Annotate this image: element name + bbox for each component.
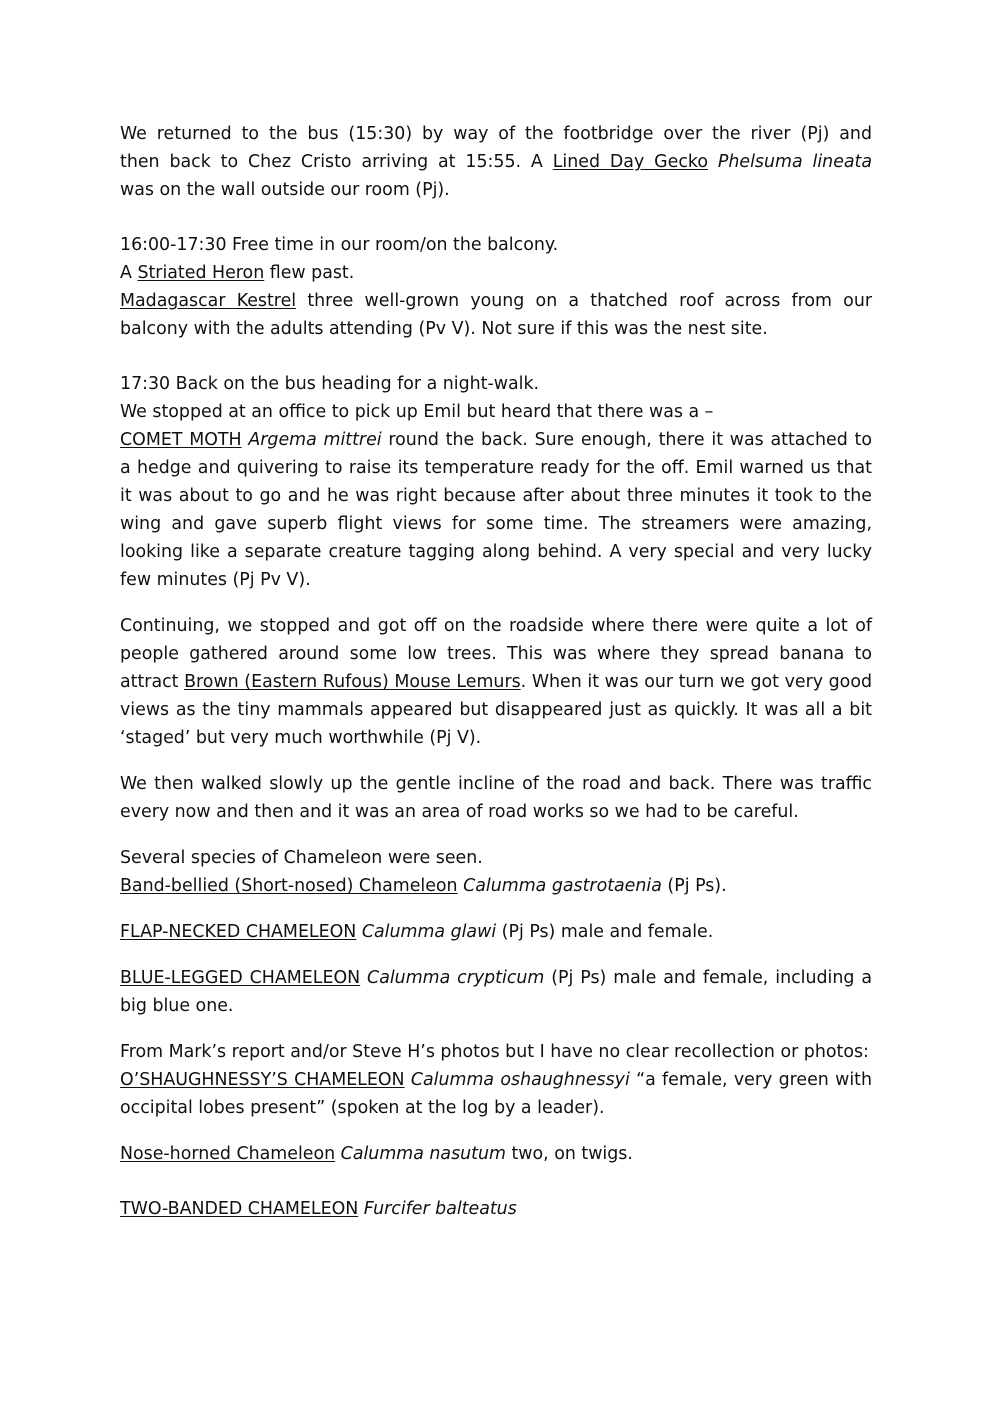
heron-line: A Striated Heron flew past. bbox=[120, 263, 355, 283]
nose-horned-line: Nose-horned Chameleon Calumma nasutum two, on twigs. bbox=[120, 1144, 633, 1164]
document-page bbox=[120, 120, 872, 1223]
species-comet-moth: COMET MOTH bbox=[120, 430, 242, 450]
species-band-bellied-chameleon: Band-bellied (Short-nosed) Chameleon bbox=[120, 876, 458, 896]
paragraph-footbridge-line1: We returned to the bus (15:30) by way of the footbridge over the river (Pj) and bbox=[120, 124, 872, 144]
chameleon-intro-line: Several species of Chameleon were seen. bbox=[120, 848, 483, 868]
species-oshaughnessys-chameleon: O’SHAUGHNESSY’S CHAMELEON bbox=[120, 1070, 405, 1090]
marks-report-line: From Mark’s report and/or Steve H’s photos but I have no clear recollection or photos: bbox=[120, 1042, 869, 1062]
night-walk-line: 17:30 Back on the bus heading for a night-walk. bbox=[120, 374, 540, 394]
species-striated-heron: Striated Heron bbox=[137, 263, 265, 283]
species-madagascar-kestrel: Madagascar Kestrel bbox=[120, 291, 297, 311]
kestrel-line: Madagascar Kestrel three well-grown young on a thatched roof across from our bbox=[120, 291, 872, 311]
two-banded-line bbox=[120, 1195, 872, 1223]
species-blue-legged-chameleon: BLUE-LEGGED CHAMELEON bbox=[120, 968, 361, 988]
latin-calumma-glawi: Calumma glawi bbox=[361, 922, 497, 942]
flap-necked-line: FLAP-NECKED CHAMELEON Calumma glawi (Pj Ps) male and female. bbox=[120, 922, 714, 942]
paragraph-footbridge-line2: then back to Chez Cristo arriving at 15:55. A Lined Day Gecko Phelsuma lineata bbox=[120, 152, 873, 172]
latin-argema-mittrei: Argema mittrei bbox=[248, 430, 382, 450]
free-time-line: 16:00-17:30 Free time in our room/on the balcony. bbox=[120, 235, 559, 255]
kestrel-line2: balcony with the adults attending (Pv V). Not sure if this was the nest site. bbox=[120, 319, 768, 339]
species-lined-day-gecko: Lined Day Gecko bbox=[552, 152, 708, 172]
oshaughnessy-paragraph: O’SHAUGHNESSY’S CHAMELEON Calumma oshaughnessyi “a female, very green with occipital lobes present” (spoken at the log by a leader). bbox=[120, 1070, 872, 1118]
latin-calumma-gastrotaenia: Calumma gastrotaenia bbox=[463, 876, 662, 896]
species-flap-necked-chameleon: FLAP-NECKED CHAMELEON bbox=[120, 922, 357, 942]
latin-furcifer-balteatus: Furcifer balteatus bbox=[363, 1199, 517, 1219]
band-bellied-line: Band-bellied (Short-nosed) Chameleon Calumma gastrotaenia (Pj Ps). bbox=[120, 876, 727, 896]
species-two-banded-chameleon: TWO-BANDED CHAMELEON bbox=[120, 1199, 359, 1219]
paragraph-footbridge-line3: was on the wall outside our room (Pj). bbox=[120, 180, 450, 200]
latin-calumma-nasutum: Calumma nasutum bbox=[340, 1144, 506, 1164]
blue-legged-paragraph: BLUE-LEGGED CHAMELEON Calumma crypticum (Pj Ps) male and female, including a big blue one. bbox=[120, 968, 872, 1016]
mouse-lemur-paragraph: Continuing, we stopped and got off on the roadside where there were quite a lot of people gathered around some low trees. This was where they spread banana to attract Brown (Eastern Rufous) Mouse Lemurs. When it was our turn we got very good views as the tiny mammals appeared but disappeared just as quickly. It was all a bit ‘staged’ but very much worthwhile (Pj V). bbox=[120, 616, 872, 748]
species-mouse-lemurs: Brown (Eastern Rufous) Mouse Lemurs bbox=[184, 672, 521, 692]
comet-moth-paragraph: COMET MOTH Argema mittrei round the back. Sure enough, there it was attached to a hedge and quivering to raise its temperature ready for the off. Emil warned us that it was about to go and he was right because after about three minutes it took to the wing and gave superb flight views for some time. The streamers were amazing, looking like a separate creature tagging along behind. A very special and very lucky few minutes (Pj Pv V). bbox=[120, 430, 872, 590]
latin-calumma-crypticum: Calumma crypticum bbox=[367, 968, 545, 988]
latin-calumma-oshaughnessyi: Calumma oshaughnessyi bbox=[410, 1070, 630, 1090]
latin-phelsuma-lineata: Phelsuma lineata bbox=[717, 152, 873, 172]
office-stop-line: We stopped at an office to pick up Emil but heard that there was a – bbox=[120, 402, 714, 422]
species-nose-horned-chameleon: Nose-horned Chameleon bbox=[120, 1144, 336, 1164]
road-walk-paragraph: We then walked slowly up the gentle incline of the road and back. There was traffic every now and then and it was an area of road works so we had to be careful. bbox=[120, 774, 872, 822]
